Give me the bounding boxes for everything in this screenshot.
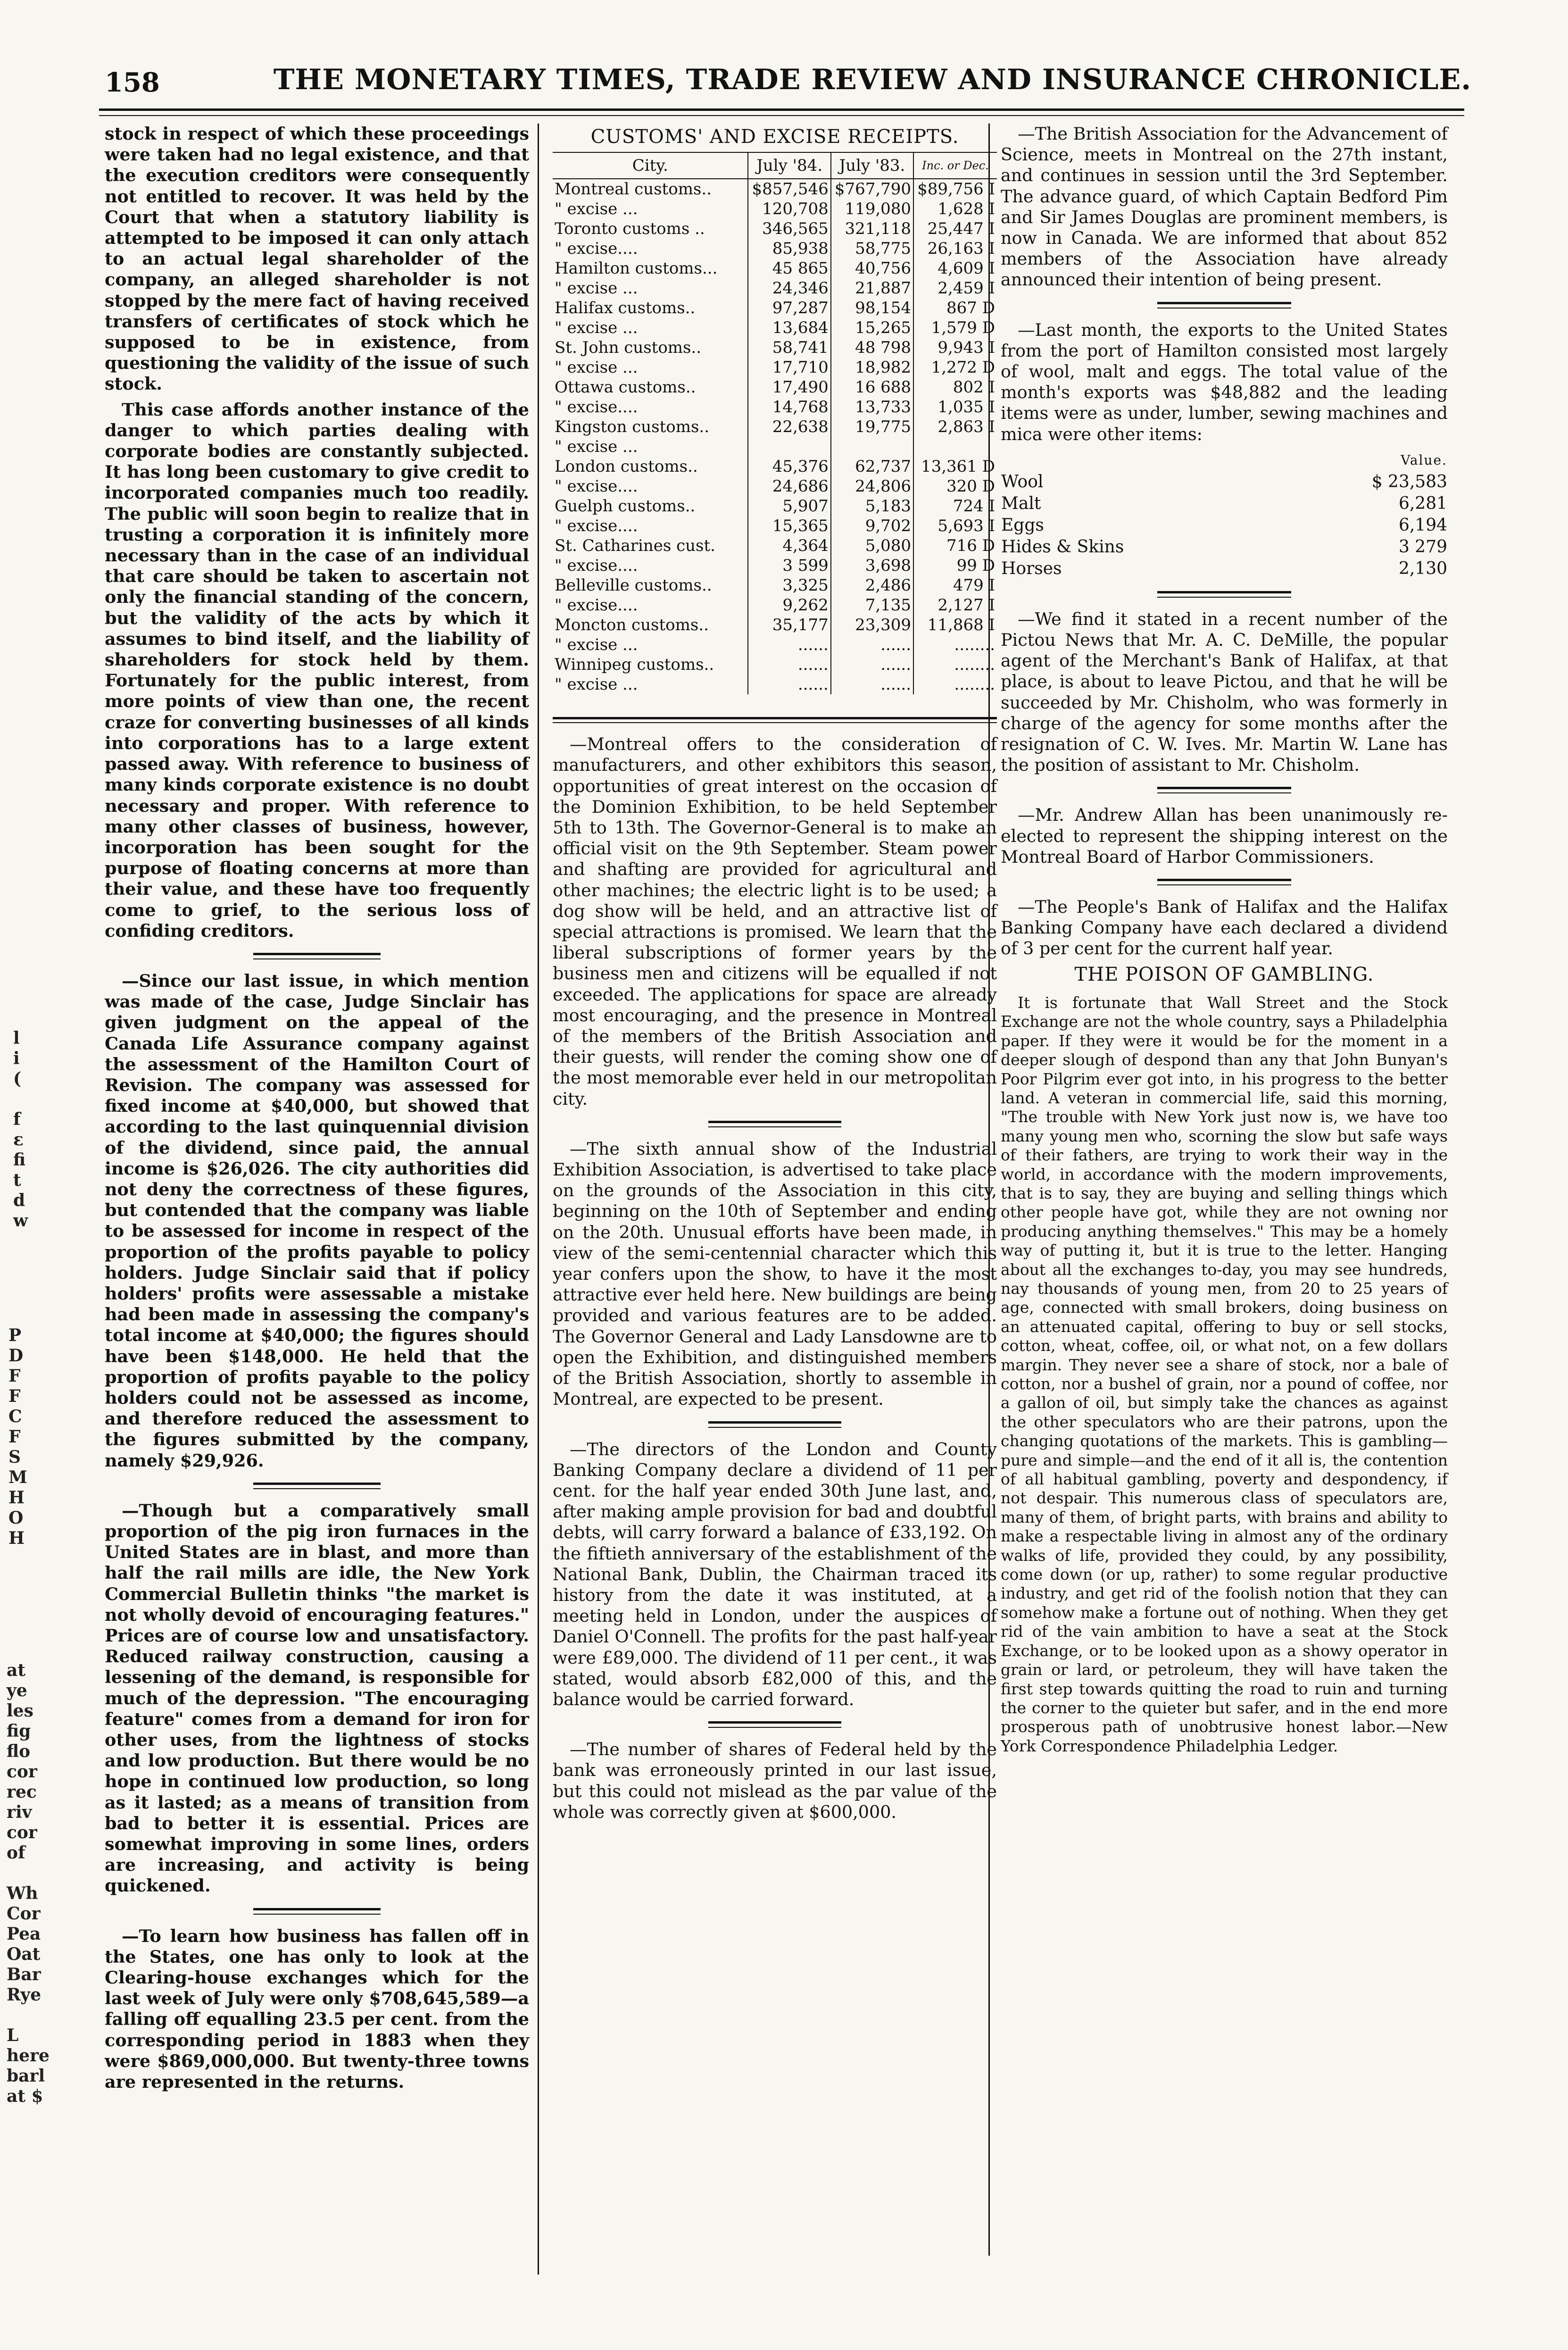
news-item-london-county-bank: —The directors of the London and County Banking Company declare a dividend of 11 per cent. for the half year ended 30th June last, and, after making ample provision for bad and doubtful debts, will carry forward a balance of £33,192. On the fiftieth anniversary of the establishment of the National Bank, Dublin, the Chairman traced its history from the date it was instituted, at a meeting held in London, under the auspices of Daniel O'Connell. The profits for the past half-year were £89,000. The dividend of 11 per cent., it was stated, would absorb £82,000 of this, and the balance would be carried forward. xyxy=(553,1439,997,1709)
table-cell-value: 4,609 I xyxy=(913,258,997,278)
table-cell-city: " excise.... xyxy=(555,477,638,496)
section-divider xyxy=(1001,782,1448,798)
table-cell-value: 1,628 I xyxy=(913,199,997,219)
table-row xyxy=(553,318,997,338)
table-row xyxy=(553,516,997,536)
table-row xyxy=(553,377,997,397)
section-divider xyxy=(105,948,529,964)
table-cell-value: 716 D xyxy=(913,536,997,556)
table-cell-value: 2,486 xyxy=(831,575,913,595)
table-cell-value: 119,080 xyxy=(831,199,913,219)
section-divider xyxy=(1001,586,1448,602)
table-row xyxy=(553,199,997,219)
table-row xyxy=(553,575,997,595)
table-cell-value xyxy=(831,437,913,457)
table-cell-value: 2,863 I xyxy=(913,417,997,437)
left-column xyxy=(105,124,529,2097)
table-cell-value: 7,135 xyxy=(831,595,913,615)
table-cell-value: 45 865 xyxy=(748,258,830,278)
margin-fragments-1: l i ( f ε fi t d w xyxy=(13,1028,28,1231)
table-cell-city: Kingston customs.. xyxy=(555,417,710,437)
table-cell-value: ........ xyxy=(913,675,997,694)
middle-column xyxy=(553,124,997,1827)
column-divider-1 xyxy=(538,124,539,2275)
table-cell-value: 98,154 xyxy=(831,298,913,318)
table-cell-value: 346,565 xyxy=(748,219,830,239)
table-cell-value: 48 798 xyxy=(831,338,913,358)
table-cell-value: 45,376 xyxy=(748,457,830,476)
table-cell-city: " excise ... xyxy=(555,437,638,457)
table-cell-value: 16 688 xyxy=(831,377,913,397)
table-cell-value: 97,287 xyxy=(748,298,830,318)
table-cell-value: $89,756 I xyxy=(913,179,997,199)
table-cell-value: 13,684 xyxy=(748,318,830,338)
table-cell-value: ...... xyxy=(748,655,830,675)
table-row xyxy=(553,457,997,476)
table-cell-value: 58,775 xyxy=(831,239,913,258)
table-cell-city: " excise.... xyxy=(555,556,638,575)
table-cell-value: ...... xyxy=(748,675,830,694)
exports-header-row xyxy=(1001,450,1448,471)
table-cell-city: Ottawa customs.. xyxy=(555,378,696,397)
table-cell-value: 479 I xyxy=(913,575,997,595)
table-cell-value: 120,708 xyxy=(748,199,830,219)
table-cell-value: $767,790 xyxy=(831,179,913,199)
table-cell-city: Hamilton customs... xyxy=(555,259,718,278)
table-cell-value: 320 D xyxy=(913,476,997,496)
table-cell-city: Montreal customs.. xyxy=(555,180,712,199)
table-cell-city: " excise ... xyxy=(555,635,638,655)
section-divider xyxy=(553,1116,997,1132)
page-number: 158 xyxy=(105,67,160,98)
table-cell-value: 26,163 I xyxy=(913,239,997,258)
table-cell-value: 5,080 xyxy=(831,536,913,556)
table-row xyxy=(553,258,997,278)
running-head: THE MONETARY TIMES, TRADE REVIEW AND INSURANCE CHRONICLE. xyxy=(273,63,1472,96)
table-cell-value: 15,265 xyxy=(831,318,913,338)
receipts-table xyxy=(553,152,997,694)
table-cell-value: 5,183 xyxy=(831,496,913,516)
table-cell-value: 21,887 xyxy=(831,278,913,298)
table-row xyxy=(553,397,997,417)
table-cell-value: 5,907 xyxy=(748,496,830,516)
news-item-clearing-house: —To learn how business has fallen off in the States, one has only to look at the Clearing-house exchanges which for the last week of July were only $708,645,589—a falling off equalling 23.5 per cent. from the corresponding period in 1883 when they were $869,000,000. But twenty-three towns are represented in the returns. xyxy=(105,1925,529,2092)
table-cell-city: " excise.... xyxy=(555,596,638,615)
news-item-hamilton-exports: —Last month, the exports to the United States from the port of Hamilton consisted most largely of wool, malt and eggs. The total value of the month's exports was $48,882 and the leading items were as under, lumber, sewing machines and mica were other items: xyxy=(1001,319,1448,444)
table-cell-value: 14,768 xyxy=(748,397,830,417)
table-cell-city: " excise ... xyxy=(555,318,638,338)
table-cell-value: 9,262 xyxy=(748,595,830,615)
table-cell-value: 5,693 I xyxy=(913,516,997,536)
table-cell-value: ...... xyxy=(831,655,913,675)
table-cell-value: 13,733 xyxy=(831,397,913,417)
table-row xyxy=(553,298,997,318)
news-item-pictou-agent: —We find it stated in a recent number of the Pictou News that Mr. A. C. DeMille, the popular agent of the Merchant's Bank of Halifax, at that place, is about to leave Pictou, and that he will be succeeded by Mr. Chisholm, who was formerly in charge of the agency for some months after the resignation of C. W. Ives. Mr. Martin W. Lane has the position of assistant to Mr. Chisholm. xyxy=(1001,608,1448,775)
table-cell-value: 13,361 D xyxy=(913,457,997,476)
table-row xyxy=(553,278,997,298)
section-divider xyxy=(553,1417,997,1433)
right-column xyxy=(1001,124,1448,1756)
table-row: Malt 6,281 xyxy=(1001,493,1447,513)
table-cell-value xyxy=(913,437,997,457)
news-item-andrew-allan: —Mr. Andrew Allan has been unanimously re-elected to represent the shipping interest on the Montreal Board of Harbor Commissioners. xyxy=(1001,805,1448,867)
table-cell-city: Moncton customs.. xyxy=(555,616,709,635)
table-row: Wool $ 23,583 xyxy=(1001,472,1447,492)
table-row xyxy=(553,675,997,694)
table-cell-value: 321,118 xyxy=(831,219,913,239)
table-cell-value: 85,938 xyxy=(748,239,830,258)
table-cell-value: 4,364 xyxy=(748,536,830,556)
table-row xyxy=(553,556,997,575)
table-cell-city: " excise ... xyxy=(555,279,638,298)
table-cell-value: 99 D xyxy=(913,556,997,575)
table-cell-value: 3,325 xyxy=(748,575,830,595)
table-row xyxy=(553,496,997,516)
table-row xyxy=(553,655,997,675)
margin-fragments-3: at ye les fig flo cor rec riv cor of Wh Cor Pea Oat Bar Rye L here barl at $ xyxy=(7,1660,50,2106)
table-cell-value: 24,686 xyxy=(748,476,830,496)
table-row: Horses 2,130 xyxy=(1001,558,1447,578)
table-row xyxy=(553,536,997,556)
table-cell-city: Guelph customs.. xyxy=(555,497,696,516)
table-cell-value: 1,579 D xyxy=(913,318,997,338)
table-row xyxy=(553,417,997,437)
table-row: Hides & Skins 3 279 xyxy=(1001,537,1447,557)
table-cell-value: 867 D xyxy=(913,298,997,318)
table-cell-city: Belleville customs.. xyxy=(555,576,712,595)
table-cell-value: 3,698 xyxy=(831,556,913,575)
table-cell-value: 9,943 I xyxy=(913,338,997,358)
gambling-article-title: THE POISON OF GAMBLING. xyxy=(1074,963,1374,985)
table-cell-value: 24,346 xyxy=(748,278,830,298)
table-row xyxy=(553,615,997,635)
news-item-pig-iron: —Though but a comparatively small proportion of the pig iron furnaces in the United States are in blast, and more than half the rail mills are idle, the New York Commercial Bulletin thinks "the market is not wholly devoid of encouraging features." Prices are of course low and unsatisfactory. Reduced railway construction, causing a lessening of the demand, is responsible for much of the depression. "The encouraging feature" comes from a demand for iron for other uses, from the lightness of stocks and low production. But there would be no hope in continued low production, so long as it lasted; as a means of transition from bad to better it is essential. Prices are somewhat improving in some lines, orders are increasing, and activity is being quickened. xyxy=(105,1500,529,1896)
table-cell-city: " excise.... xyxy=(555,239,638,258)
gambling-article-body: It is fortunate that Wall Street and the Stock Exchange are not the whole country, says a Philadelphia paper. If they were it would be for the moment in a deeper slough of despond than any that John Bunyan's Poor Pilgrim ever got into, in his progress to the better land. A veteran in commercial life, said this morning, "The trouble with New York just now is, we have too many young men who, scorning the slow but safe ways of their fathers, are trying to work their way in the world, in accordance with the modern improvements, that is to say, they are buying and selling things which other people have got, while they are not owning nor producing anything themselves." This may be a homely way of putting it, but it is true to the letter. Hanging about all the exchanges to-day, you may see hundreds, nay thousands of young men, from 20 to 25 years of age, connected with small brokers, doing business on an attenuated capital, offering to buy or sell stocks, cotton, wheat, coffee, oil, or what not, on a few dollars margin. They never see a share of stock, nor a bale of cotton, nor a bushel of grain, nor a pound of coffee, nor a gallon of oil, but simply take the chances as against the other speculators who are their patrons, upon the changing quotations of the markets. This is gambling—pure and simple—and the end of it all is, the contention of all habitual gambling, poverty and despondency, if not despair. This numerous class of speculators are, many of them, of bright parts, with brains and ability to make a respectable living in almost any of the ordinary walks of life, provided they could, by any possibility, come down (or up, rather) to some regular productive industry, and get rid of the foolish notion that they can somehow make a fortune out of nothing. When they get rid of the vain ambition to have a seat at the Stock Exchange, or to be looked upon as a showy operator in grain or lard, or petroleum, they will have taken the first step towards quitting the road to ruin and turning the corner to the quieter but safer, and in the end more prosperous path of unobtrusive honest labor.—New York Correspondence Philadelphia Ledger. xyxy=(1001,993,1448,1755)
table-row xyxy=(553,219,997,239)
table-cell-city: " excise ... xyxy=(555,358,638,377)
table-row: Eggs 6,194 xyxy=(1001,515,1447,535)
table-cell-value: 2,459 I xyxy=(913,278,997,298)
table-cell-value xyxy=(748,437,830,457)
table-row xyxy=(553,338,997,358)
receipts-table-title: CUSTOMS' AND EXCISE RECEIPTS. xyxy=(590,126,959,148)
section-divider xyxy=(1001,874,1448,890)
table-cell-value: 24,806 xyxy=(831,476,913,496)
article-paragraph: This case affords another instance of the danger to which parties dealing with corporate bodies are constantly subjected. It has long been customary to give credit to incorporated companies much too readily. The public will soon begin to realize that in trusting a corporation it is infinitely more necessary than in the case of an individual that care should be taken to ascertain not only the financial standing of the concern, but the validity of the acts by which it assumes to bind itself, and the liability of shareholders for stock held by them. Fortunately for the public interest, from more points of view than one, the recent craze for converting businesses of all kinds into corporations has to a large extent passed away. With reference to business of many kinds corporate existence is no doubt necessary and proper. With reference to many other classes of business, however, incorporation has been sought for the purpose of floating concerns at more than their value, and these have too frequently come to grief, to the serious loss of confiding creditors. xyxy=(105,399,529,941)
table-cell-city: St. John customs.. xyxy=(555,338,702,358)
header-rule xyxy=(99,108,1464,111)
table-header-row xyxy=(553,152,997,179)
table-cell-value: ...... xyxy=(831,635,913,655)
table-row xyxy=(553,179,997,199)
exports-value-header: Value. xyxy=(1401,452,1447,468)
table-cell-value: 23,309 xyxy=(831,615,913,635)
news-item-industrial-exhibition: —The sixth annual show of the Industrial Exhibition Association, is advertised to take place on the grounds of the Association in this city, beginning on the 10th of September and ending on the 20th. Unusual efforts have been made, in view of the semi-centennial character which this year confers upon the show, to have it the most attractive ever held here. New buildings are being provided and various features are to be added. The Governor General and Lady Lansdowne are to open the Exhibition, and distinguished members of the British Association, shortly to assemble in Montreal, are expected to be present. xyxy=(553,1138,997,1409)
table-cell-value: ...... xyxy=(831,675,913,694)
table-cell-city: Winnipeg customs.. xyxy=(555,655,714,675)
news-item-canada-life: —Since our last issue, in which mention was made of the case, Judge Sinclair has given judgment on the appeal of the Canada Life Assurance company against the assessment of the Hamilton Court of Revision. The company was assessed for fixed income at $40,000, but showed that according to the last quinquennial division of the dividend, since paid, the annual income is $26,026. The city authorities did not deny the correctness of these figures, but contended that the company was liable to be assessed for income in respect of the proportion of the profits payable to policy holders. Judge Sinclair said that if policy holders' profits were assessable a mistake had been made in assessing the company's total income at $40,000; the figures should have been $148,000. He held that the proportion of profits payable to the policy holders could not be assessed as income, and therefore reduced the assessment to the figures submitted by the company, namely $29,926. xyxy=(105,970,529,1471)
table-cell-city: St. Catharines cust. xyxy=(555,536,715,556)
table-cell-city: " excise ... xyxy=(555,200,638,219)
header-rule-thin xyxy=(99,115,1464,116)
column-header-july-83: July '83. xyxy=(831,152,913,179)
table-cell-value: 9,702 xyxy=(831,516,913,536)
table-cell-value: 3 599 xyxy=(748,556,830,575)
news-item-british-association: —The British Association for the Advancement of Science, meets in Montreal on the 27th instant, and continues in session until the 3rd September. The advance guard, of which Captain Bedford Pim and Sir James Douglas are prominent members, is now in Canada. We are informed that about 852 members of the Association have already announced their intention of being present. xyxy=(1001,124,1448,290)
table-cell-city: Halifax customs.. xyxy=(555,299,696,318)
table-cell-value: 15,365 xyxy=(748,516,830,536)
table-cell-value: 58,741 xyxy=(748,338,830,358)
table-cell-value: 18,982 xyxy=(831,358,913,377)
section-divider xyxy=(105,1903,529,1919)
table-cell-value: 35,177 xyxy=(748,615,830,635)
table-cell-value: ........ xyxy=(913,655,997,675)
table-cell-value: 40,756 xyxy=(831,258,913,278)
table-cell-city: Toronto customs .. xyxy=(555,219,705,239)
column-header-city: City. xyxy=(553,152,748,179)
table-cell-value: 25,447 I xyxy=(913,219,997,239)
table-cell-value: 802 I xyxy=(913,377,997,397)
table-cell-value: 1,035 I xyxy=(913,397,997,417)
section-divider xyxy=(553,1717,997,1733)
table-cell-value: 19,775 xyxy=(831,417,913,437)
section-divider xyxy=(553,713,997,726)
margin-fragments-2: P D F F C F S M H O H xyxy=(8,1325,27,1548)
column-header-inc-dec: Inc. or Dec. xyxy=(913,152,997,179)
exports-table xyxy=(1001,450,1448,580)
table-row xyxy=(553,358,997,377)
section-divider xyxy=(1001,297,1448,313)
table-cell-value: ........ xyxy=(913,635,997,655)
table-cell-value: 22,638 xyxy=(748,417,830,437)
table-cell-city: " excise ... xyxy=(555,675,638,694)
table-cell-value: 11,868 I xyxy=(913,615,997,635)
table-row xyxy=(553,595,997,615)
table-row xyxy=(553,437,997,457)
news-item-federal-shares: —The number of shares of Federal held by the bank was erroneously printed in our last issue, but this could not mislead as the par value of the whole was correctly given at $600,000. xyxy=(553,1739,997,1822)
table-cell-city: " excise.... xyxy=(555,398,638,417)
table-cell-value: 2,127 I xyxy=(913,595,997,615)
table-cell-city: " excise.... xyxy=(555,517,638,536)
table-row xyxy=(553,476,997,496)
section-divider xyxy=(105,1478,529,1494)
table-row xyxy=(553,239,997,258)
table-cell-city: London customs.. xyxy=(555,457,698,476)
article-continuation: stock in respect of which these proceedings were taken had no legal existence, and that the execution creditors were consequently not entitled to recover. It was held by the Court that when a statutory liability is attempted to be imposed it can only attach to an actual legal shareholder of the company, an alleged shareholder is not stopped by the mere fact of having received transfers of certificates of stock which he supposed to be in existence, from questioning the validity of the issue of such stock. xyxy=(105,124,529,394)
table-cell-value: $857,546 xyxy=(748,179,830,199)
column-header-july-84: July '84. xyxy=(748,152,830,179)
table-row xyxy=(553,635,997,655)
table-cell-value: 17,710 xyxy=(748,358,830,377)
news-item-montreal-exhibition: —Montreal offers to the consideration of manufacturers, and other exhibitors this season, opportunities of great interest on the occasion of the Dominion Exhibition, to be held September 5th to 13th. The Governor-General is to make an official visit on the 9th September. Steam power and shafting are provided for agricultural and other machines; the electric light is to be used; a dog show will be held, and an attractive list of special attractions is promised. We learn that the liberal subscriptions of former years by the business men and citizens will be equalled if not exceeded. The applications for space are already most encouraging, and the presence in Montreal of the members of the British Association and their guests, will render the coming show one of the most memorable ever held in our metropolitan city. xyxy=(553,734,997,1109)
news-item-peoples-bank: —The People's Bank of Halifax and the Halifax Banking Company have each declared a dividend of 3 per cent for the current half year. xyxy=(1001,897,1448,959)
table-cell-value: ...... xyxy=(748,635,830,655)
gambling-article xyxy=(1001,993,1448,1756)
table-cell-value: 62,737 xyxy=(831,457,913,476)
table-cell-value: 17,490 xyxy=(748,377,830,397)
table-cell-value: 1,272 D xyxy=(913,358,997,377)
table-cell-value: 724 I xyxy=(913,496,997,516)
